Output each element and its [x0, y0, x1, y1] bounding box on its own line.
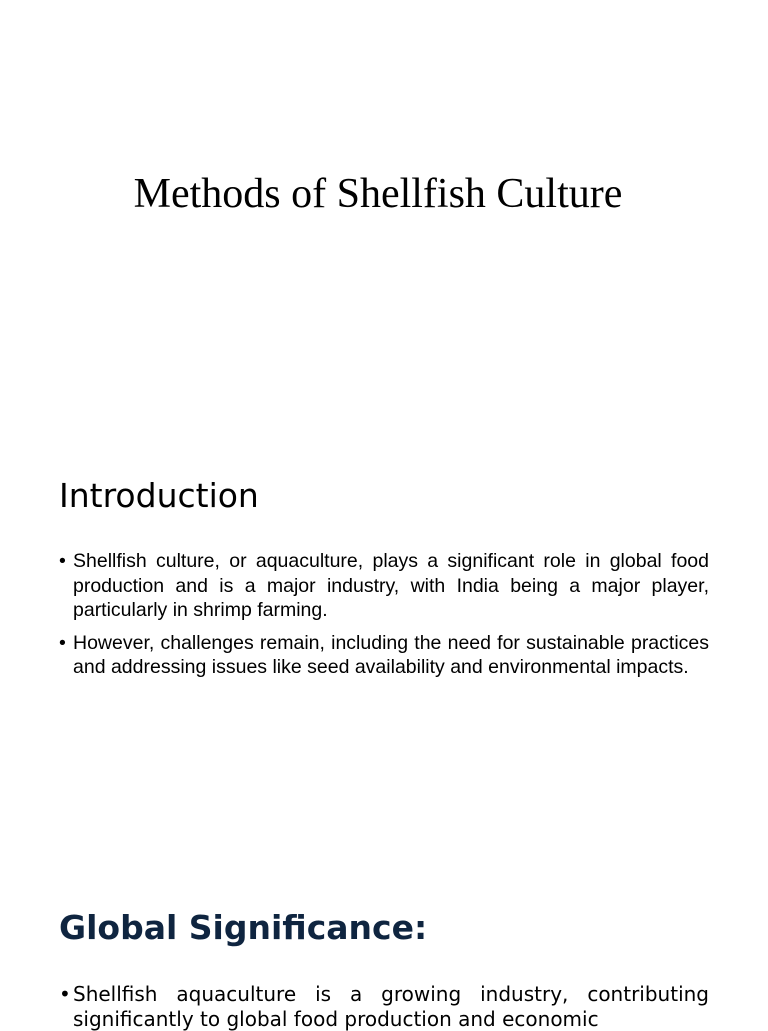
global-significance-heading: Global Significance:	[59, 908, 428, 947]
introduction-heading: Introduction	[59, 476, 259, 515]
introduction-bullet-2: • However, challenges remain, including the need for sustainable practices and addressing issues like seed availability and environmental impacts.	[59, 631, 709, 680]
page-title: Methods of Shellfish Culture	[133, 171, 623, 217]
introduction-bullet-list	[59, 549, 709, 688]
global-significance-bullet-1: • Shellfish aquaculture is a growing industry, contributing significantly to global food production and economic	[59, 982, 709, 1031]
introduction-bullet-1: • Shellfish culture, or aquaculture, plays a significant role in global food production and is a major industry, with India being a major player, particularly in shrimp farming.	[59, 549, 709, 623]
